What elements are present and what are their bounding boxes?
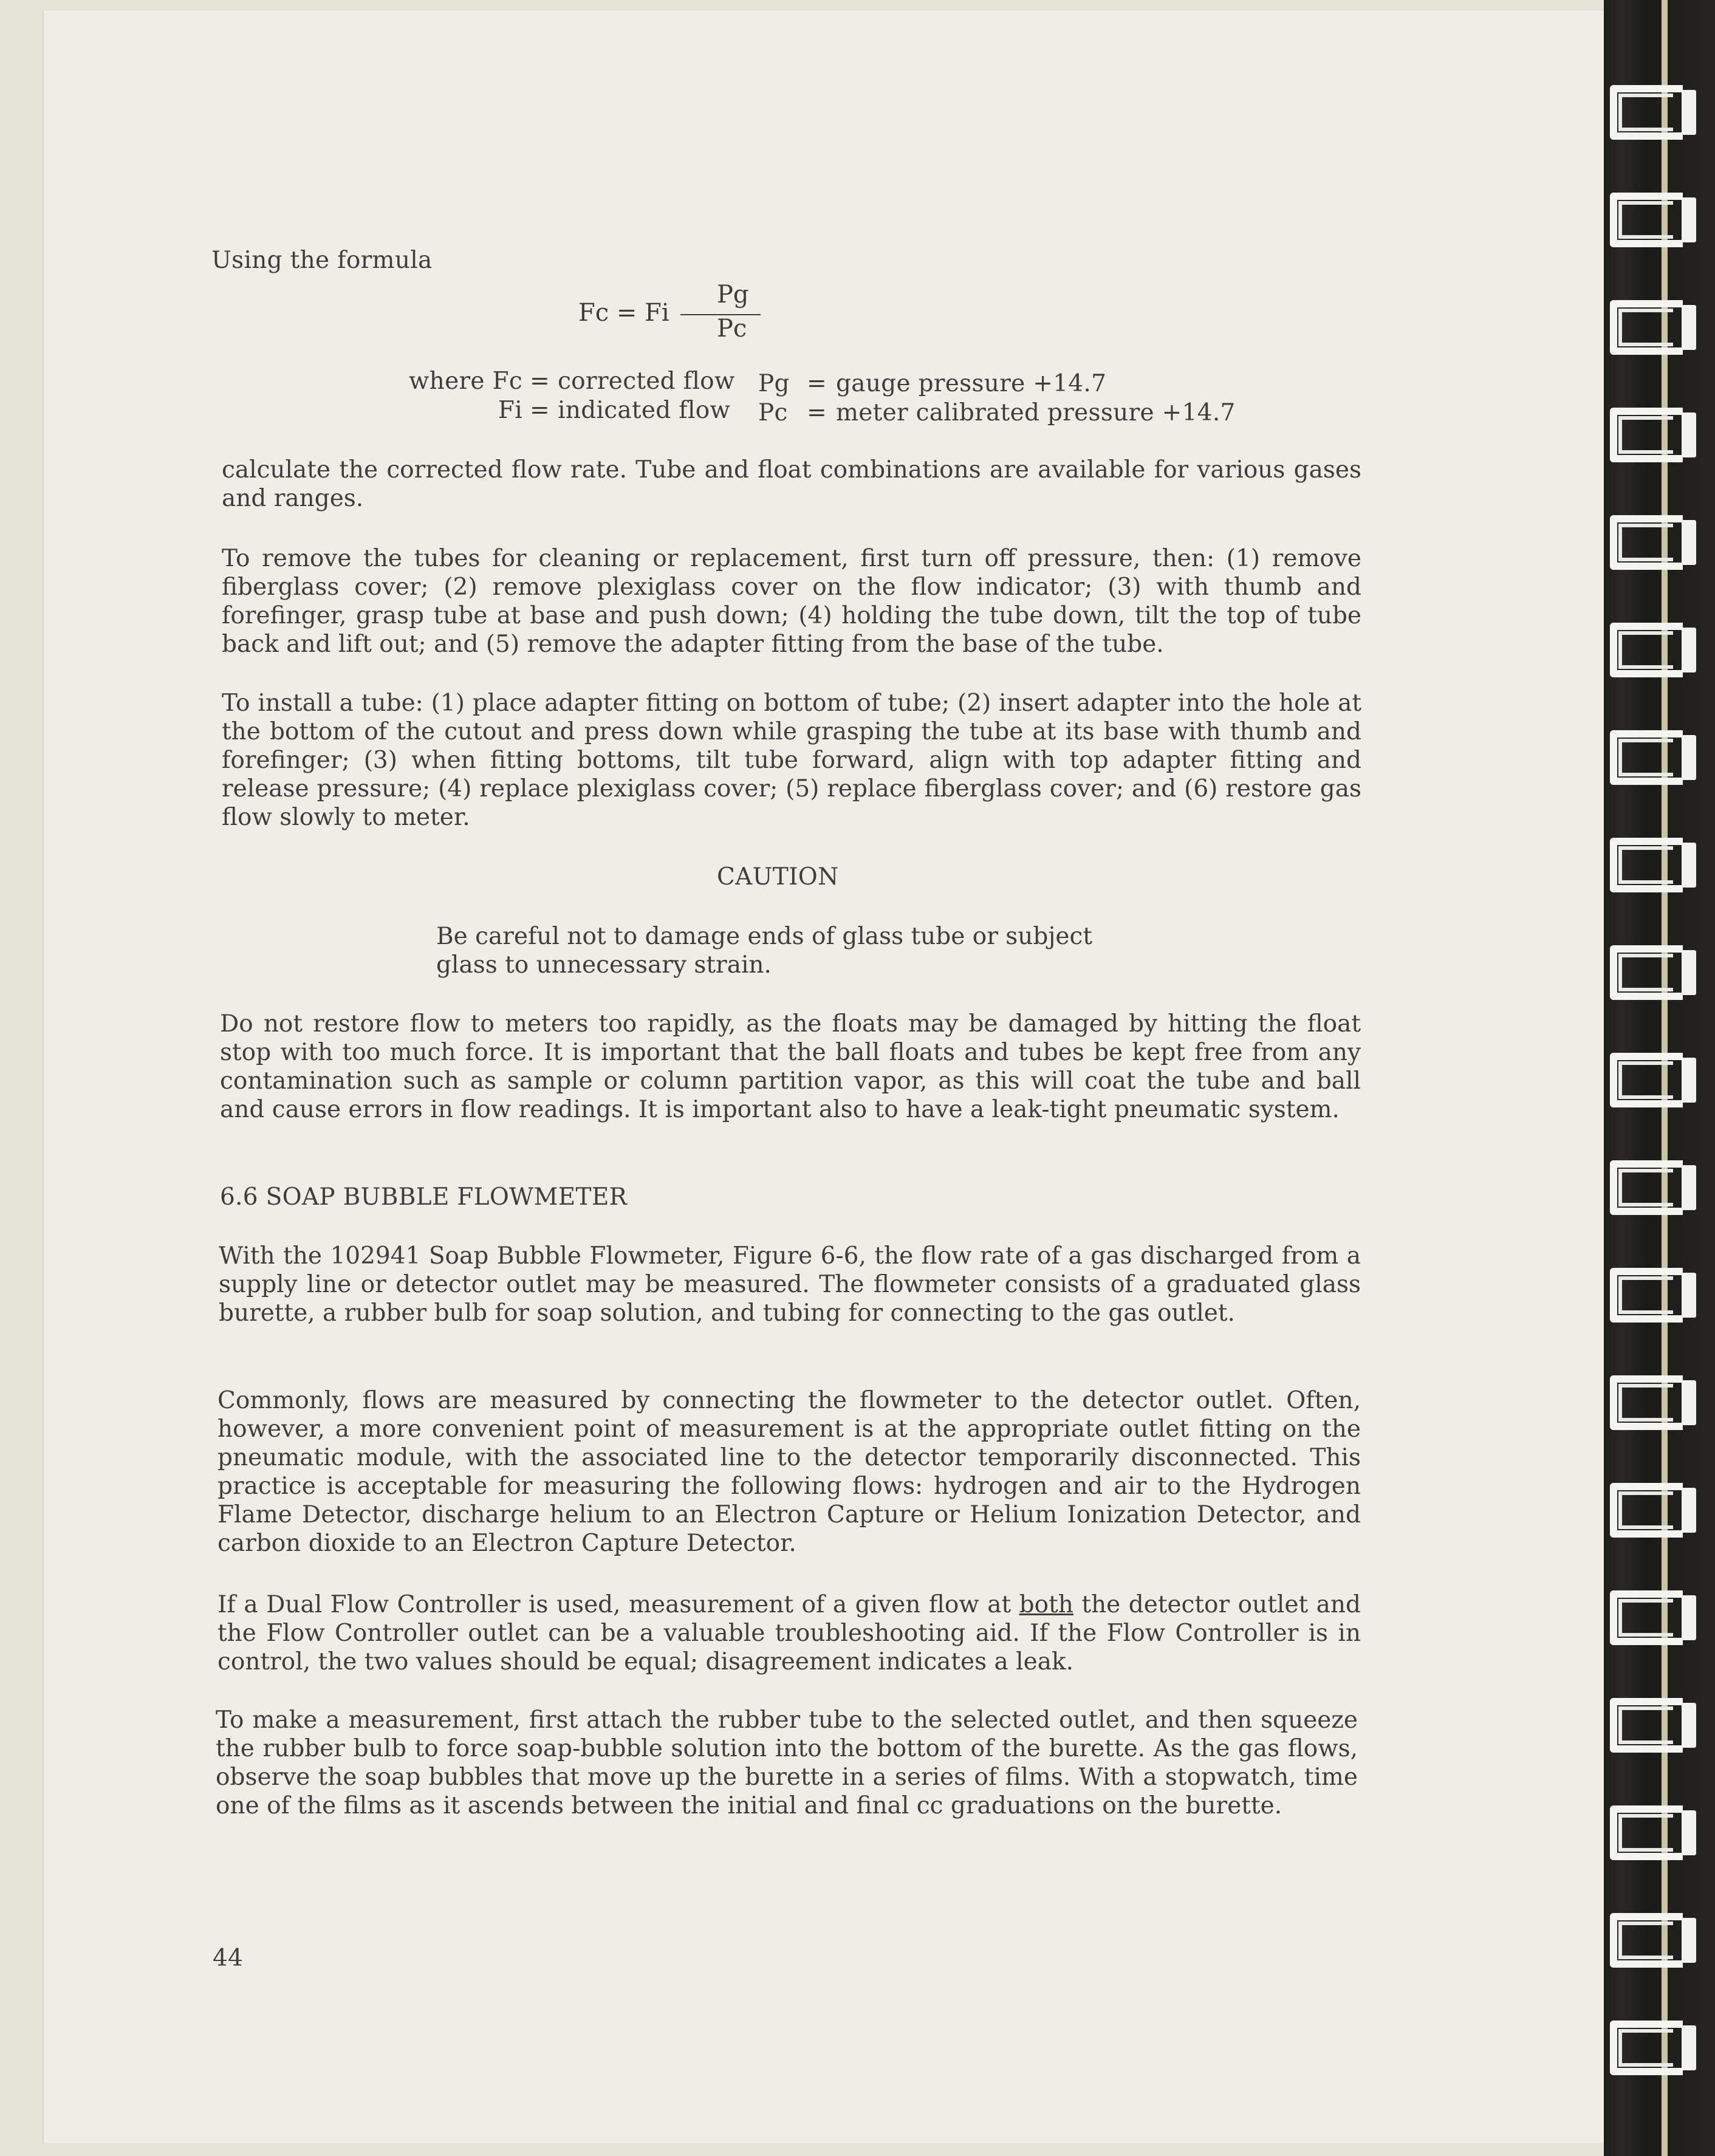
def-term-fc: where Fc [408,368,522,395]
binding-coil [1610,1375,1701,1430]
paragraph-measurement: To make a measurement, first attach the rubber tube to the selected outlet, and then squeeze the rubber bulb to force soap-bubble solution into the bottom of the burette. As the gas flows, observe the soap bubbles that move up the burette in a series of films. With a stopwatch, time one of the films as it ascends between the initial and final cc graduations on the burette. [216,1706,1358,1819]
binding-coil [1610,193,1701,247]
binding-coil [1610,838,1701,892]
binding-coil [1610,515,1701,570]
binding-coil [1610,1805,1701,1860]
formula-numerator: Pg [717,281,749,309]
binding-coil [1610,85,1701,140]
paragraph-commonly: Commonly, flows are measured by connecting the flowmeter to the detector outlet. Often, however, a more convenient point of measurement is at the appropriate outlet fitting on the pneumatic module, with the associated line to the detector temporarily disconnected. This practice is acceptable for measuring the following flows: hydrogen and air to the Hydrogen Flame Detector, discharge helium to an Electron Capture or Helium Ionization Detector, and carbon dioxide to an Electron Capture Detector. [217,1387,1361,1557]
def-term-fi: Fi [498,397,522,424]
def-meaning-fc: corrected flow [558,368,735,395]
section-heading: 6.6 SOAP BUBBLE FLOWMETER [220,1183,628,1211]
binding-coil [1610,408,1701,462]
binding-coil [1610,2021,1701,2075]
binding-coil [1610,730,1701,785]
binding-coil [1610,300,1701,355]
def-term-pc: Pc [758,399,788,426]
binding-coil [1610,945,1701,1000]
caution-heading: CAUTION [717,863,839,891]
paragraph-remove-tubes: To remove the tubes for cleaning or replacement, first turn off pressure, then: (1) remove fiberglass cover; (2) remove plexiglass cover on the flow indicator; (3) with thumb and forefinger, grasp tube at base and push down; (4) holding the tube down, tilt the top of tube back and lift out; and (5) remove the adapter fitting from the base of the tube. [222,545,1361,658]
caution-text: Be careful not to damage ends of glass tube or subject glass to unnecessary strain. [436,923,1093,979]
def-meaning-pg: gauge pressure +14.7 [836,370,1107,397]
def-eq: = [530,368,550,395]
def-eq: = [807,370,827,397]
paragraph-soap-bubble: With the 102941 Soap Bubble Flowmeter, Figure 6-6, the flow rate of a gas discharged from a supply line or detector outlet may be measured. The flowmeter consists of a graduated glass burette, a rubber bulb for soap solution, and tubing for connecting to the gas outlet. [219,1242,1361,1327]
formula-lhs: Fc = Fi [578,299,669,327]
def-meaning-fi: indicated flow [558,397,731,424]
paragraph-restore-flow: Do not restore flow to meters too rapidly, as the floats may be damaged by hitting the float stop with too much force. It is important that the ball floats and tubes be kept free from any contamination such as sample or column partition vapor, as this will coat the tube and ball and cause errors in flow readings. It is important also to have a leak-tight pneumatic system. [220,1010,1361,1123]
def-term-pg: Pg [758,370,790,397]
binding-coil [1610,1053,1701,1107]
binding-coil [1610,623,1701,677]
page-number: 44 [213,1945,244,1972]
intro-text: Using the formula [211,247,433,274]
paragraph-corrected-flow: calculate the corrected flow rate. Tube and float combinations are available for various gases and ranges. [222,456,1361,512]
binding-coil [1610,1913,1701,1968]
def-eq: = [807,399,827,426]
formula-denominator: Pc [717,315,747,343]
binding-coil [1610,1483,1701,1538]
binding-coil [1610,1268,1701,1323]
binding-coil [1610,1590,1701,1645]
underlined-both: both [1019,1591,1073,1618]
binding-coil [1610,1160,1701,1215]
paragraph-dual-flow: If a Dual Flow Controller is used, measurement of a given flow at both the detector outlet and the Flow Controller outlet can be a valuable troubleshooting aid. If the Flow Controller is in control, the two values should be equal; disagreement indicates a leak. [217,1591,1361,1675]
def-eq: = [530,397,550,424]
def-meaning-pc: meter calibrated pressure +14.7 [836,399,1236,426]
paragraph-install-tube: To install a tube: (1) place adapter fitting on bottom of tube; (2) insert adapter into the hole at the bottom of the cutout and press down while grasping the tube at its base with thumb and forefinger; (3) when fitting bottoms, tilt tube forward, align with top adapter fitting and release pressure; (4) replace plexiglass cover; (5) replace fiberglass cover; and (6) restore gas flow slowly to meter. [222,690,1361,831]
binding-coil [1610,1698,1701,1753]
